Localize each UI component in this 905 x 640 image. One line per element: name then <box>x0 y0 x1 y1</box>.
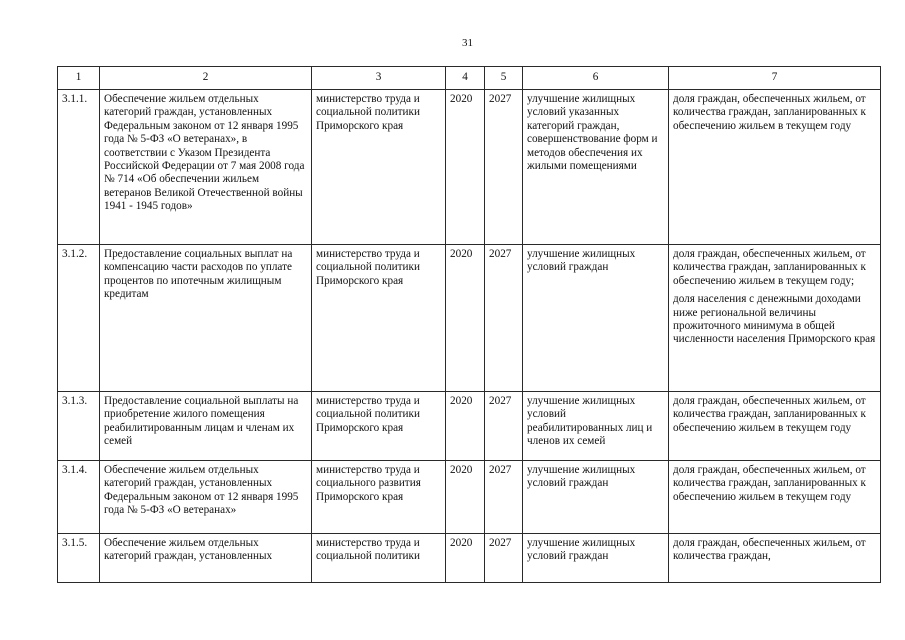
end-year-cell: 2027 <box>485 245 523 392</box>
table-row <box>58 534 881 583</box>
header-col-3: 3 <box>312 67 446 90</box>
row-number: 3.1.2. <box>58 245 100 392</box>
end-year-cell: 2027 <box>485 90 523 245</box>
table-row <box>58 245 881 392</box>
indicator-cell <box>669 392 881 461</box>
row-number: 3.1.3. <box>58 392 100 461</box>
result-cell: улучшение жилищных условий граждан <box>523 461 669 534</box>
end-year-cell: 2027 <box>485 392 523 461</box>
page-number: 31 <box>462 37 473 49</box>
table-row <box>58 392 881 461</box>
indicator-text: доля граждан, обеспеченных жильем, от количества граждан, запланированных к обеспечению жильем в текущем году <box>673 464 866 503</box>
header-col-7: 7 <box>669 67 881 90</box>
measure-cell: Обеспечение жильем отдельных категорий граждан, установленных Федеральным законом от 12 января 1995 года № 5-ФЗ «О ветеранах» <box>100 461 312 534</box>
header-col-6: 6 <box>523 67 669 90</box>
result-cell: улучшение жилищных условий реабилитированных лиц и членов их семей <box>523 392 669 461</box>
header-row <box>58 67 881 90</box>
header-col-1: 1 <box>58 67 100 90</box>
executor-cell: министерство труда и социальной политики Приморского края <box>312 245 446 392</box>
indicator-text: доля населения с денежными доходами ниже региональной величины прожиточного минимума в общей численности населения Приморского края <box>673 293 876 346</box>
result-cell: улучшение жилищных условий граждан <box>523 534 669 583</box>
table-row <box>58 461 881 534</box>
indicator-text: доля граждан, обеспеченных жильем, от количества граждан, запланированных к обеспечению жильем в текущем году <box>673 93 866 132</box>
indicator-text: доля граждан, обеспеченных жильем, от количества граждан, <box>673 537 866 563</box>
indicator-cell <box>669 245 881 392</box>
end-year-cell: 2027 <box>485 534 523 583</box>
row-number: 3.1.4. <box>58 461 100 534</box>
start-year-cell: 2020 <box>446 534 485 583</box>
table-row <box>58 90 881 245</box>
header-col-2: 2 <box>100 67 312 90</box>
indicator-text: доля граждан, обеспеченных жильем, от количества граждан, запланированных к обеспечению жильем в текущем году <box>673 395 866 434</box>
header-col-4: 4 <box>446 67 485 90</box>
indicator-cell <box>669 90 881 245</box>
measure-cell: Предоставление социальной выплаты на приобретение жилого помещения реабилитированным лицам и членам их семей <box>100 392 312 461</box>
measure-cell: Обеспечение жильем отдельных категорий граждан, установленных <box>100 534 312 583</box>
executor-cell: министерство труда и социальной политики <box>312 534 446 583</box>
row-number: 3.1.1. <box>58 90 100 245</box>
indicator-cell <box>669 461 881 534</box>
start-year-cell: 2020 <box>446 461 485 534</box>
end-year-cell: 2027 <box>485 461 523 534</box>
row-number: 3.1.5. <box>58 534 100 583</box>
result-cell: улучшение жилищных условий указанных категорий граждан, совершенствование форм и методов обеспечения их жилыми помещениями <box>523 90 669 245</box>
indicator-cell <box>669 534 881 583</box>
result-cell: улучшение жилищных условий граждан <box>523 245 669 392</box>
measure-cell: Предоставление социальных выплат на компенсацию части расходов по уплате процентов по ипотечным жилищным кредитам <box>100 245 312 392</box>
header-col-5: 5 <box>485 67 523 90</box>
executor-cell: министерство труда и социальной политики Приморского края <box>312 90 446 245</box>
measures-table <box>57 66 881 583</box>
indicator-text: доля граждан, обеспеченных жильем, от количества граждан, запланированных к обеспечению жильем в текущем году; <box>673 248 866 287</box>
start-year-cell: 2020 <box>446 392 485 461</box>
executor-cell: министерство труда и социального развития Приморского края <box>312 461 446 534</box>
executor-cell: министерство труда и социальной политики Приморского края <box>312 392 446 461</box>
start-year-cell: 2020 <box>446 245 485 392</box>
measure-cell: Обеспечение жильем отдельных категорий граждан, установленных Федеральным законом от 12 января 1995 года № 5-ФЗ «О ветеранах», в соответствии с Указом Президента Российской Федерации от 7 мая 2008 года № 714 «Об обеспечении жильем ветеранов Великой Отечественной войны 1941 - 1945 годов» <box>100 90 312 245</box>
start-year-cell: 2020 <box>446 90 485 245</box>
